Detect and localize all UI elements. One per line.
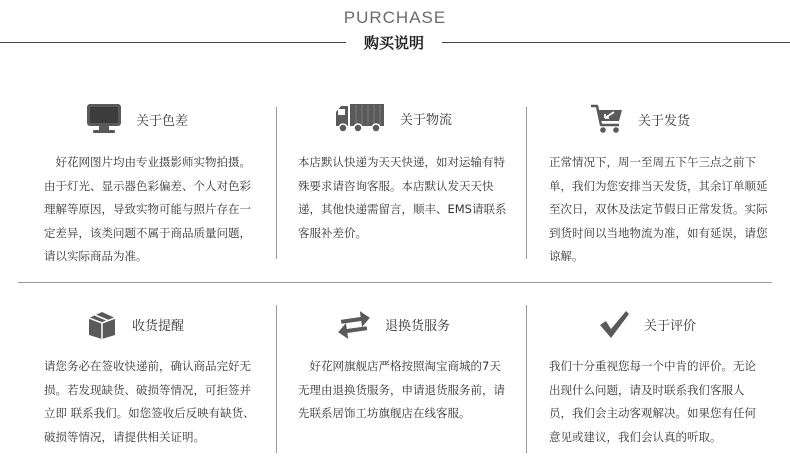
section-header: [598, 308, 696, 340]
section-title: 关于发货: [638, 113, 691, 129]
section-body: 请您务必在签收快递前，确认商品完好无损。若发现缺货、破损等情况，可拒签并 立即 联系我们。如您签收后反映有缺货、破损等情况，请提供相关证明。: [44, 359, 255, 444]
section-title: 收货提醒: [132, 318, 185, 334]
section-body: 正常情况下，周一至周五下午三点之前下单，我们为您安排当天发货，其余订单顺延至次日，双休及法定节假日正常发货。实际到货时间以当地物流为准，如有延误，请您谅解。: [549, 155, 768, 263]
section-body: 好花网旗舰店严格按照淘宝商城的7天无理由退换货服务，申请退货服务前，请先联系居饰工坊旗舰店在线客服。: [298, 359, 505, 420]
column-divider: [526, 107, 527, 259]
section-title: 关于色差: [136, 113, 189, 129]
section-title: 退换货服务: [385, 318, 451, 334]
exchange-arrows-icon: [337, 308, 371, 340]
section-header: [334, 103, 452, 133]
section-title: 关于评价: [644, 318, 697, 334]
shopping-cart-icon: [590, 103, 624, 135]
truck-icon: [334, 103, 386, 133]
section-title: 关于物流: [400, 112, 453, 128]
section-body: 我们十分重视您每一个中肯的评价。无论出现什么问题，请及时联系我们客服人员，我们会主动客观解决。如果您有任何意见或建议，我们会认真的听取。: [549, 359, 756, 444]
header-divider-right: [442, 42, 790, 43]
section-body: 本店默认快递为天天快递，如对运输有特殊要求请咨询客服。本店默认发天天快递，其他快递需留言，顺丰、EMS请联系客服补差价。: [298, 155, 507, 240]
row-divider: [18, 282, 772, 283]
monitor-icon: [86, 103, 122, 135]
package-box-icon: [86, 308, 118, 340]
section-header: [86, 103, 188, 135]
header-title-en: PURCHASE: [343, 8, 447, 27]
column-divider: [526, 305, 527, 453]
section-header: [337, 308, 450, 340]
header-divider-left: [0, 42, 346, 43]
section-body: 好花网图片均由专业摄影师实物拍摄。由于灯光、显示器色彩偏差、个人对色彩理解等原因，导致实物可能与照片存在一定差异，该类问题不属于商品质量问题，请以实际商品为准。: [44, 155, 251, 263]
checkmark-icon: [598, 308, 630, 340]
header-title-zh: 购买说明: [363, 34, 424, 52]
column-divider: [276, 107, 277, 259]
section-header: [590, 103, 690, 135]
section-header: [86, 308, 184, 340]
column-divider: [276, 305, 277, 453]
